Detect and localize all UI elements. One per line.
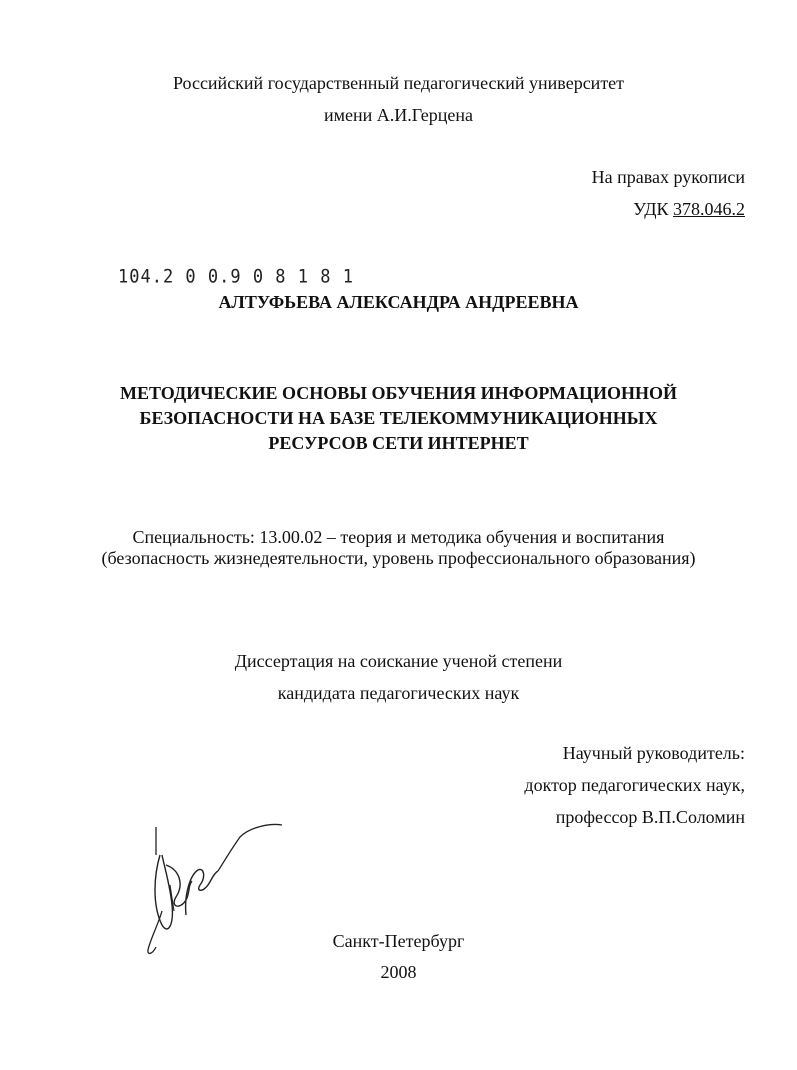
supervisor-label: Научный руководитель: [562, 743, 745, 763]
udk-number: 378.046.2 [673, 199, 745, 219]
udk-label: УДК [633, 199, 669, 219]
university-name: Российский государственный педагогический университет [172, 73, 625, 93]
manuscript-rights: На правах рукописи [591, 167, 745, 187]
specialty-line-1: Специальность: 13.00.02 – теория и методика обучения и воспитания [132, 527, 665, 547]
registration-stamp: 104.2 0 0.9 0 8 1 8 1 [118, 266, 354, 288]
title-line-3: РЕСУРСОВ СЕТИ ИНТЕРНЕТ [268, 433, 529, 453]
city: Санкт-Петербург [332, 931, 465, 951]
specialty-line-2: (безопасность жизнедеятельности, уровень профессионального образования) [101, 548, 696, 568]
supervisor-degree: доктор педагогических наук, [524, 775, 745, 795]
title-line-2: БЕЗОПАСНОСТИ НА БАЗЕ ТЕЛЕКОММУНИКАЦИОННЫХ [139, 408, 658, 428]
year: 2008 [380, 962, 417, 982]
university-named-after: имени А.И.Герцена [323, 105, 474, 125]
title-line-1: МЕТОДИЧЕСКИЕ ОСНОВЫ ОБУЧЕНИЯ ИНФОРМАЦИОННОЙ [120, 383, 677, 403]
dissertation-title [0, 381, 797, 456]
author-name: АЛТУФЬЕВА АЛЕКСАНДРА АНДРЕЕВНА [218, 292, 579, 312]
supervisor-name: профессор В.П.Соломин [555, 807, 745, 827]
degree-line-2: кандидата педагогических наук [277, 683, 520, 703]
udk-line [633, 198, 745, 220]
degree-line-1: Диссертация на соискание ученой степени [234, 651, 563, 671]
